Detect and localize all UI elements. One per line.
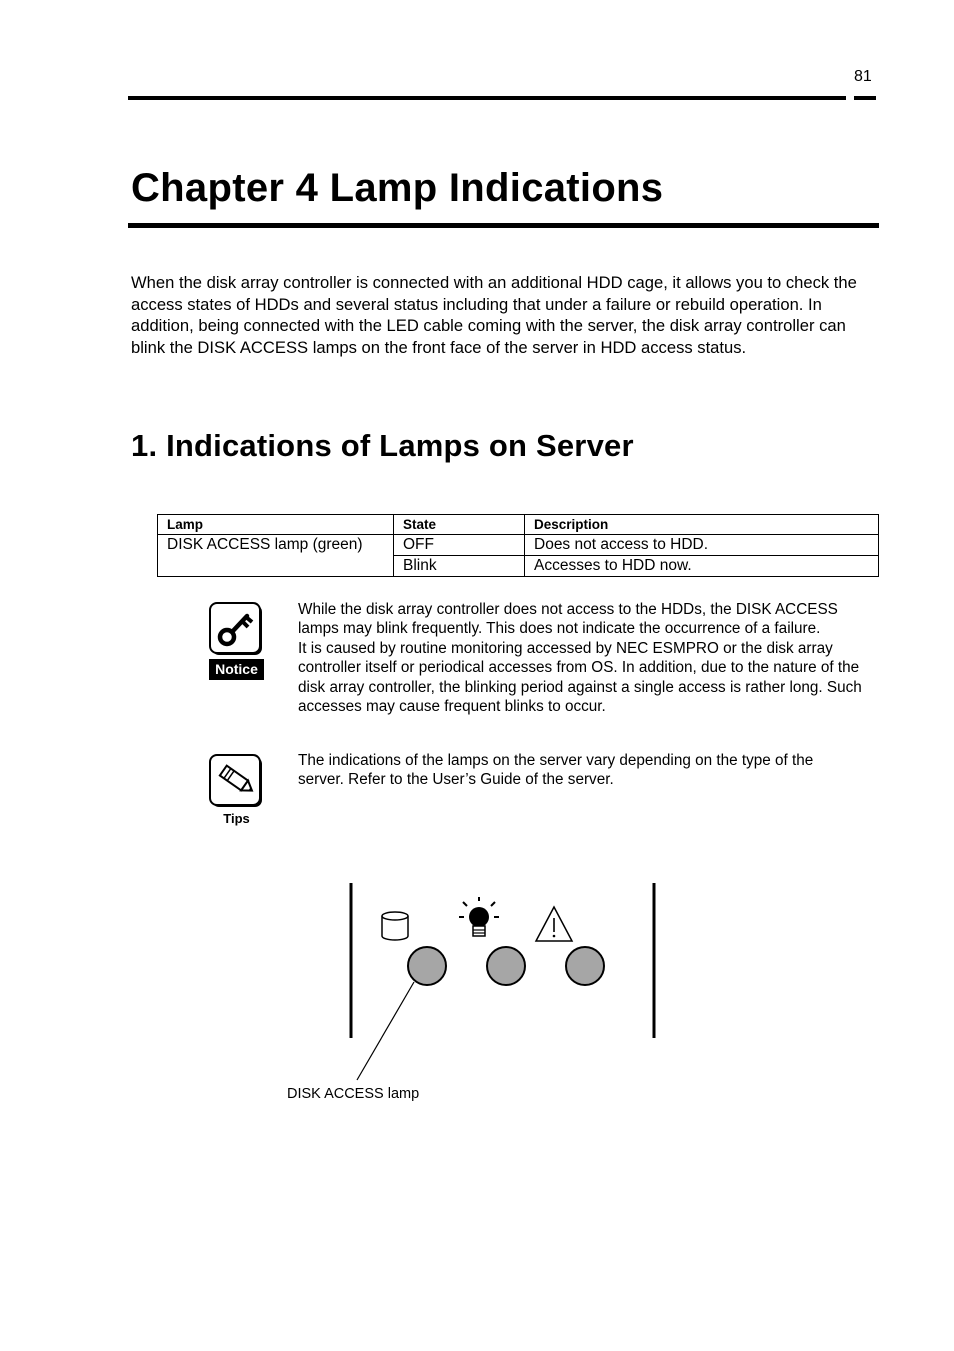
chapter-rule [128, 223, 879, 228]
disk-access-lamp [408, 947, 446, 985]
table-header-lamp: Lamp [158, 515, 394, 535]
table-cell-state: OFF [394, 535, 525, 556]
table-header-state: State [394, 515, 525, 535]
tips-label: Tips [223, 811, 250, 826]
notice-paragraph: It is caused by routine monitoring accessed by NEC ESMPRO or the disk array controller itself or periodical accesses from OS. In addition, due to the nature of the disk array controller, the blinking period against a single access is rather long. Such accesses may cause frequent blinks to occur. [298, 639, 862, 716]
header-rule [128, 96, 846, 100]
section-title: 1. Indications of Lamps on Server [131, 428, 634, 463]
power-lamp [487, 947, 525, 985]
intro-paragraph: When the disk array controller is connected with an additional HDD cage, it allows you to check the access states of HDDs and several status including that under a failure or rebuild operation. In addition, being connected with the LED cable coming with the server, the disk array controller can blink the DISK ACCESS lamps on the front face of the server in HDD access status. [131, 273, 857, 357]
chapter-title: Chapter 4 Lamp Indications [131, 166, 664, 210]
notice-text [298, 600, 863, 716]
power-bulb-icon [459, 897, 499, 936]
status-lamp [566, 947, 604, 985]
table-row [158, 535, 879, 556]
callout-line [357, 982, 414, 1080]
pencil-icon [209, 754, 265, 815]
key-icon [209, 602, 265, 663]
table-cell-state: Blink [394, 556, 525, 577]
table-cell-description: Does not access to HDD. [525, 535, 879, 556]
table-cell-description: Accesses to HDD now. [525, 556, 879, 577]
lamp-table [157, 514, 879, 577]
table-header-row [158, 515, 879, 535]
page-number: 81 [854, 68, 872, 85]
notice-label: Notice [209, 659, 264, 680]
table-header-description: Description [525, 515, 879, 535]
tips-text: The indications of the lamps on the server vary depending on the type of the server. Refer to the User’s Guide of the server. [298, 752, 814, 789]
figure-caption: DISK ACCESS lamp [287, 1086, 420, 1102]
front-panel-figure [280, 880, 680, 1095]
table-cell-lamp: DISK ACCESS lamp (green) [158, 535, 394, 577]
warning-icon [536, 907, 572, 941]
header-rule-tab [854, 96, 876, 100]
notice-paragraph: While the disk array controller does not access to the HDDs, the DISK ACCESS lamps may blink frequently. This does not indicate the occurrence of a failure. [298, 601, 838, 638]
disk-icon [382, 912, 408, 940]
